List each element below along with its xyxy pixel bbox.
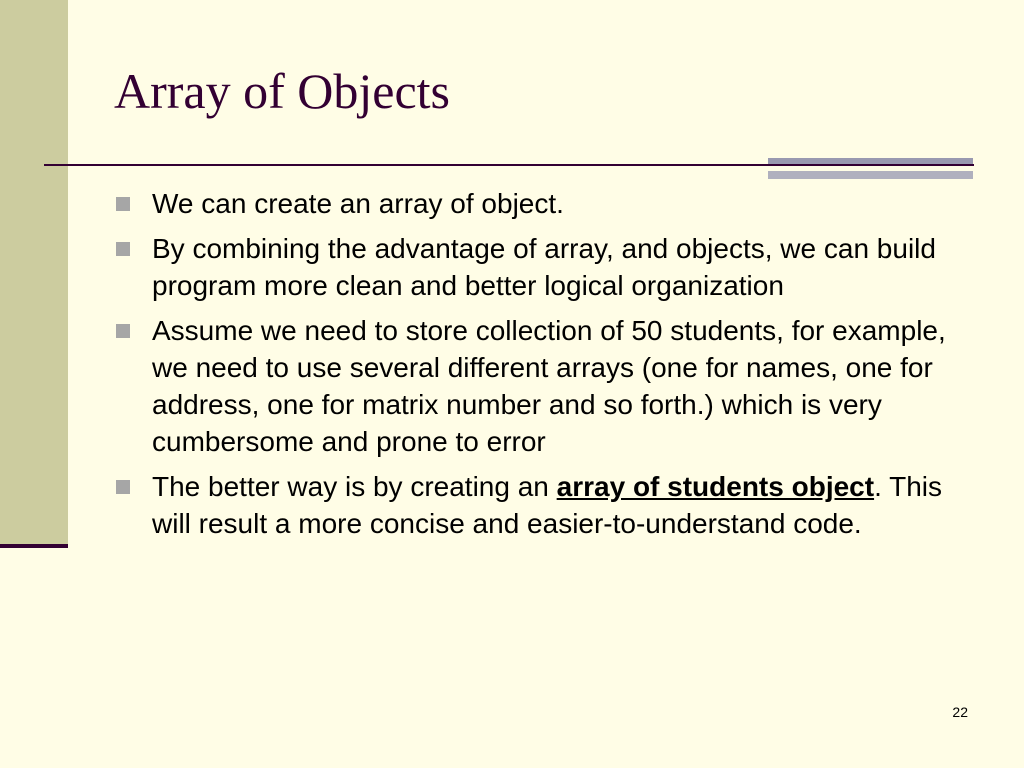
- bullet-text: We can create an array of object.: [152, 188, 564, 219]
- square-bullet-icon: [116, 480, 130, 494]
- slide-title: Array of Objects: [114, 63, 450, 119]
- emphasized-phrase: array of students object: [556, 471, 875, 502]
- page-number: 22: [952, 704, 968, 720]
- bullet-item: [116, 230, 976, 304]
- accent-bars: [768, 158, 973, 179]
- left-decorative-bar: [0, 544, 68, 548]
- square-bullet-icon: [116, 197, 130, 211]
- left-decorative-band: [0, 0, 68, 546]
- square-bullet-icon: [116, 324, 130, 338]
- bullet-text: Assume we need to store collection of 50 students, for example, we need to use several different arrays (one for names, one for address, one for matrix number and so forth.) which is very cumbersome and prone to error: [152, 315, 946, 457]
- bullet-list: [116, 185, 976, 550]
- bullet-text-lead: The better way is by creating an: [152, 471, 557, 502]
- accent-bar-top: [768, 158, 973, 164]
- accent-bar-bottom: [768, 171, 973, 179]
- bullet-item: [116, 312, 976, 460]
- bullet-item: [116, 185, 976, 222]
- bullet-text: By combining the advantage of array, and objects, we can build program more clean and better logical organization: [152, 233, 936, 301]
- square-bullet-icon: [116, 242, 130, 256]
- bullet-text: [152, 468, 972, 542]
- bullet-item: [116, 468, 976, 542]
- bullet-text-tail: . This will result a more concise and easier-to-understand code.: [152, 471, 943, 539]
